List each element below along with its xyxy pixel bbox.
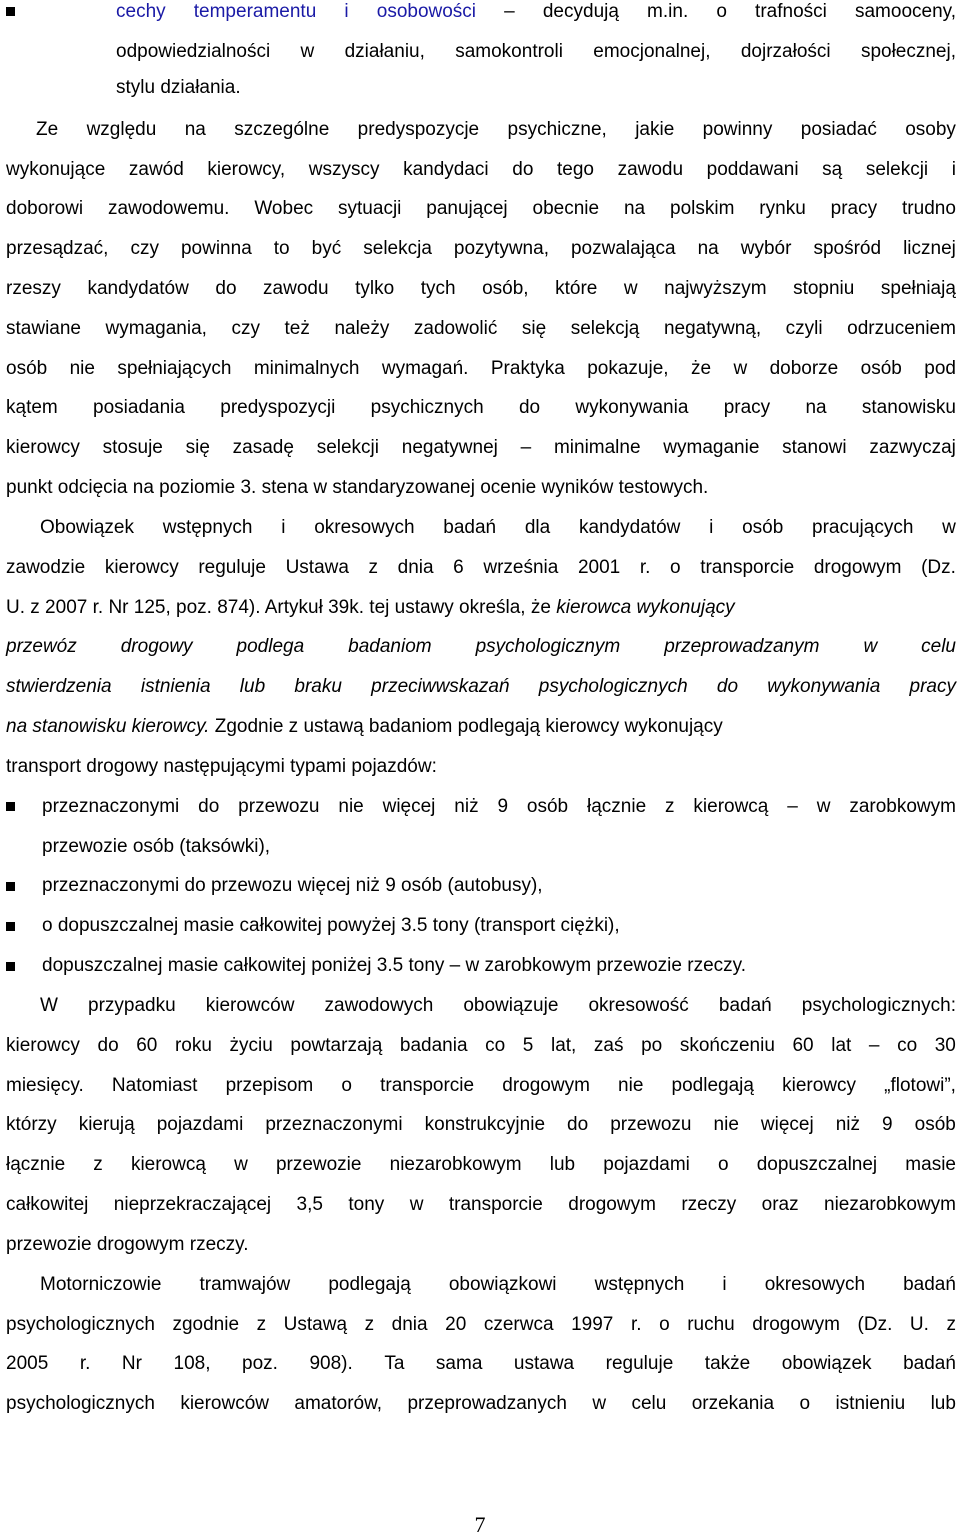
para1-line-10: punkt odcięcia na poziomie 3. stena w standaryzowanej ocenie wyników testowych. (6, 477, 709, 498)
para1-line-9: kierowcy stosuje się zasadę selekcji negatywnej – minimalne wymaganie stanowi zazwyczaj (6, 437, 956, 458)
list-item: przeznaczonymi do przewozu więcej niż 9 osób (autobusy), (42, 875, 543, 896)
para2-line-6 (6, 707, 956, 747)
para3-line-1: W przypadku kierowców zawodowych obowiązuje okresowość badań psychologicznych: (40, 995, 956, 1016)
para2-line-5 (6, 667, 956, 707)
para2-line-3 (6, 588, 956, 628)
list-item: przeznaczonymi do przewozu nie więcej niż 9 osób łącznie z kierowcą – w zarobkowym (42, 796, 956, 817)
para3-line-2: kierowcy do 60 roku życiu powtarzają badania co 5 lat, zaś po skończeniu 60 lat – co 30 (6, 1035, 956, 1056)
para2-line-5-italic: stwierdzenia istnienia lub braku przeciwwskazań psychologicznych do wykonywania pracy (6, 676, 956, 697)
top-bullet-rest: – decydują m.in. o trafności samooceny, (504, 1, 957, 22)
para1-line-2: wykonujące zawód kierowcy, wszyscy kandydaci do tego zawodu poddawani są selekcji i (6, 159, 956, 180)
top-bullet-line-1 (116, 0, 956, 32)
para2-line-6-plain: Zgodnie z ustawą badaniom podlegają kierowcy wykonujący (214, 716, 723, 737)
para3-line-5: łącznie z kierowcą w przewozie niezarobkowym lub pojazdami o dopuszczalnej masie (6, 1154, 956, 1175)
para3-line-7: przewozie drogowym rzeczy. (6, 1234, 249, 1255)
para2-line-7: transport drogowy następującymi typami pojazdów: (6, 756, 437, 777)
para1-line-7: osób nie spełniających minimalnych wymagań. Praktyka pokazuje, że w doborze osób pod (6, 358, 956, 379)
para1-line-5: rzeszy kandydatów do zawodu tylko tych osób, które w najwyższym stopniu spełniają (6, 278, 956, 299)
para1-line-1: Ze względu na szczególne predyspozycje psychiczne, jakie powinny posiadać osoby (36, 119, 956, 140)
para1-line-3: doborowi zawodowemu. Wobec sytuacji panującej obecnie na polskim rynku pracy trudno (6, 198, 956, 219)
bullet-square-icon (6, 882, 15, 891)
bullet-square-icon (6, 922, 15, 931)
para4-line-1: Motorniczowie tramwajów podlegają obowiązkowi wstępnych i okresowych badań (40, 1274, 956, 1295)
list-item: dopuszczalnej masie całkowitej poniżej 3.5 tony – w zarobkowym przewozie rzeczy. (42, 955, 747, 976)
para1-line-4: przesądzać, czy powinna to być selekcja pozytywna, pozwalająca na wybór spośród licznej (6, 238, 956, 259)
para1-line-6: stawiane wymagania, czy też należy zadowolić się selekcją negatywną, czyli odrzuceniem (6, 318, 956, 339)
para4-line-4: psychologicznych kierowców amatorów, przeprowadzanych w celu orzekania o istnieniu lub (6, 1393, 956, 1414)
para2-line-2: zawodzie kierowcy reguluje Ustawa z dnia 6 września 2001 r. o transporcie drogowym (Dz. (6, 557, 956, 578)
para3-line-4: którzy kierują pojazdami przeznaczonymi konstrukcyjnie do przewozu nie więcej niż 9 osób (6, 1114, 956, 1135)
para4-line-2: psychologicznych zgodnie z Ustawą z dnia 20 czerwca 1997 r. o ruchu drogowym (Dz. U. z (6, 1314, 956, 1335)
para3-line-6: całkowitej nieprzekraczającej 3,5 tony w transporcie drogowym rzeczy oraz niezarobkowym (6, 1194, 956, 1215)
para1-line-8: kątem posiadania predyspozycji psychicznych do wykonywania pracy na stanowisku (6, 397, 956, 418)
bullet-square-icon (6, 962, 15, 971)
para2-line-3-italic: kierowca wykonujący (556, 597, 735, 618)
list-item-continuation: przewozie osób (taksówki), (42, 836, 271, 857)
para2-line-4 (6, 627, 956, 667)
para2-line-4-italic: przewóz drogowy podlega badaniom psychologicznym przeprowadzanym w celu (6, 636, 956, 657)
para4-line-3: 2005 r. Nr 108, poz. 908). Ta sama ustawa reguluje także obowiązek badań (6, 1353, 956, 1374)
para3-line-3: miesięcy. Natomiast przepisom o transporcie drogowym nie podlegają kierowcy „flotowi”, (6, 1075, 956, 1096)
highlight-text: cechy temperamentu i osobowości (116, 1, 477, 22)
bullet-square-icon (6, 802, 15, 811)
bullet-square-icon (6, 7, 15, 16)
top-bullet-line-2: odpowiedzialności w działaniu, samokontroli emocjonalnej, dojrzałości społecznej, (116, 41, 956, 62)
page-number: 7 (474, 1512, 486, 1537)
list-item: o dopuszczalnej masie całkowitej powyżej 3.5 tony (transport ciężki), (42, 915, 620, 936)
para2-line-3-plain: U. z 2007 r. Nr 125, poz. 874). Artykuł 39k. tej ustawy określa, że (6, 597, 551, 618)
para2-line-6-italic: na stanowisku kierowcy. (6, 716, 210, 737)
para2-line-1: Obowiązek wstępnych i okresowych badań dla kandydatów i osób pracujących w (40, 517, 956, 538)
top-bullet-line-3: stylu działania. (116, 77, 241, 98)
